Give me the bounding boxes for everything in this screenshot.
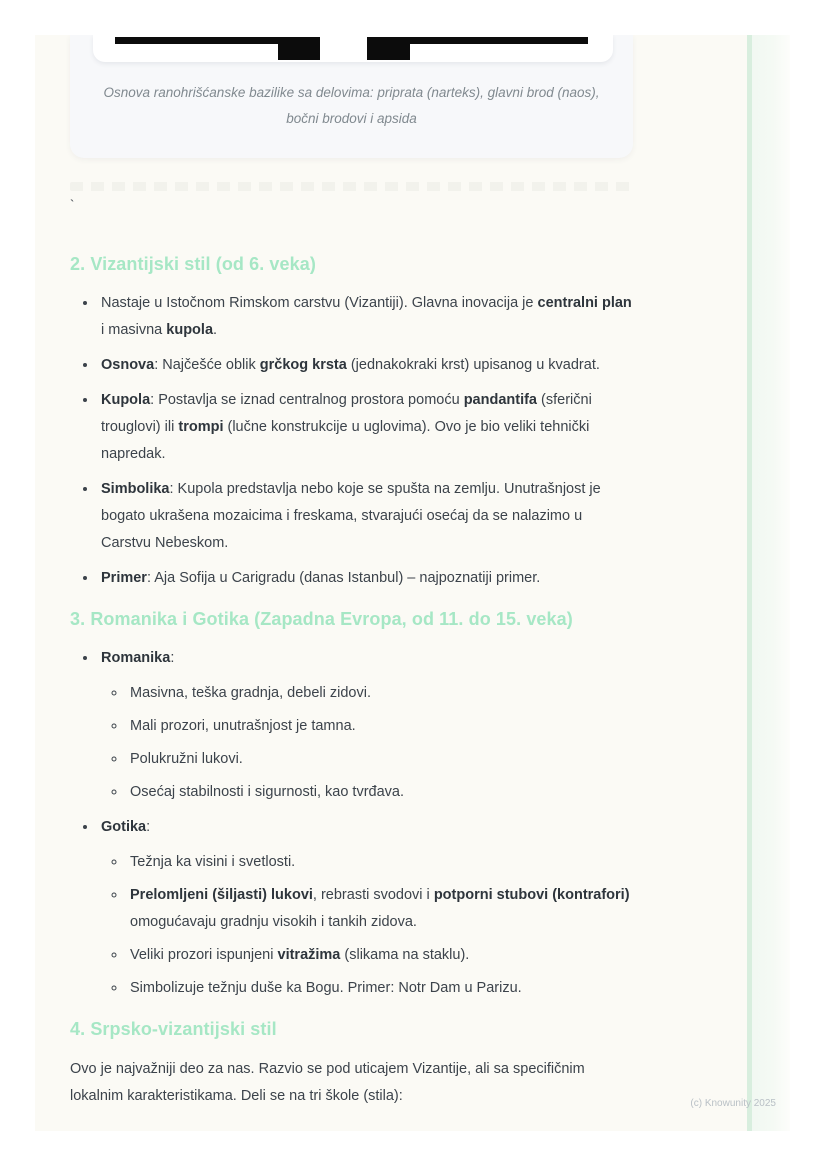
bold-text: trompi	[178, 419, 224, 435]
bold-text: Kupola	[101, 392, 151, 408]
sub-bullet-list	[101, 680, 633, 806]
plan-wall-right-bar	[400, 37, 588, 44]
bold-text: grčkog krsta	[259, 357, 347, 373]
bullet-item: • Nastaje u Istočnom Rimskom carstvu (Vizantiji). Glavna inovacija je centralni plan i masivna kupola.	[98, 290, 633, 344]
sub-bullet-item: ◦ Veliki prozori ispunjeni vitražima (slikama na staklu).	[127, 942, 633, 969]
figure-caption: Osnova ranohrišćanske bazilike sa delovima: priprata (narteks), glavni brod (naos), bočni brodovi i apsida	[103, 85, 600, 126]
bullet-list-romanika-gotika	[70, 645, 633, 1002]
bold-text: Prelomljeni (šiljasti) lukovi	[130, 887, 313, 903]
sub-bullet-item: ◦ Prelomljeni (šiljasti) lukovi, rebrasti svodovi i potporni stubovi (kontrafori) omogućavaju gradnju visokih i tankih zidova.	[127, 882, 633, 936]
bold-text: kupola	[166, 322, 214, 338]
sub-bullet-item: ◦ Masivna, teška gradnja, debeli zidovi.	[127, 680, 633, 707]
bold-text: vitražima	[277, 947, 341, 963]
stray-backtick: `	[70, 197, 75, 212]
bold-text: Romanika	[101, 650, 171, 666]
bullet-item: • Primer: Aja Sofija u Carigradu (danas Istanbul) – najpoznatiji primer.	[98, 565, 633, 592]
section-heading-2: 2. Vizantijski stil (od 6. veka)	[70, 254, 316, 274]
sub-bullet-item: ◦ Polukružni lukovi.	[127, 746, 633, 773]
bold-text: Gotika	[101, 819, 147, 835]
bullet-item: • Gotika: ◦ Težnja ka visini i svetlosti. ◦ Prelomljeni (šiljasti) lukovi, rebrasti svodovi i potporni stubovi (kontrafori) omogućavaju gradnju visokih i tankih zidova. ◦ Veliki prozori ispunjeni vitražima (slikama na staklu). ◦ Simbolizuje težnju duše ka Bogu. Primer: Notr Dam u Parizu.	[98, 814, 633, 1002]
bullet-item: • Romanika: ◦ Masivna, teška gradnja, debeli zidovi. ◦ Mali prozori, unutrašnjost je tamna. ◦ Polukružni lukovi. ◦ Osećaj stabilnosti i sigurnosti, kao tvrđava.	[98, 645, 633, 806]
basilica-plan-image	[93, 35, 613, 62]
bullet-item: • Osnova: Najčešće oblik grčkog krsta (jednakokraki krst) upisanog u kvadrat.	[98, 352, 633, 379]
sub-bullet-list	[101, 849, 633, 1002]
bullet-item: • Kupola: Postavlja se iznad centralnog prostora pomoću pandantifa (sferični trouglovi) ili trompi (lučne konstrukcije u uglovima). Ovo je bio veliki tehnički napredak.	[98, 387, 633, 468]
bold-text: potporni stubovi (kontrafori)	[433, 887, 630, 903]
bold-text: pandantifa	[463, 392, 537, 408]
bullet-item: • Simbolika: Kupola predstavlja nebo koje se spušta na zemlju. Unutrašnjost je bogato ukrašena mozaicima i freskama, stvarajući osećaj da se nalazimo u Carstvu Nebeskom.	[98, 476, 633, 557]
right-accent-panel	[752, 35, 790, 1131]
copyright-label: (c) Knowunity 2025	[690, 1098, 776, 1109]
bullet-list-vizantijski	[70, 290, 633, 592]
right-accent-line	[747, 35, 752, 1131]
bold-text: Primer	[101, 570, 147, 586]
sub-bullet-item: ◦ Osećaj stabilnosti i sigurnosti, kao tvrđava.	[127, 779, 633, 806]
section-vizantijski-stil	[70, 253, 633, 592]
plan-wall-left-block	[278, 37, 320, 60]
faded-text-band	[70, 182, 633, 191]
bold-text: centralni plan	[537, 295, 632, 311]
bold-text: Simbolika	[101, 481, 170, 497]
section-heading-3: 3. Romanika i Gotika (Zapadna Evropa, od 11. do 15. veka)	[70, 609, 573, 629]
section-heading-4: 4. Srpsko-vizantijski stil	[70, 1019, 277, 1039]
section-srpsko-vizantijski	[70, 1018, 633, 1110]
sub-bullet-item: ◦ Mali prozori, unutrašnjost je tamna.	[127, 713, 633, 740]
sub-bullet-item: ◦ Simbolizuje težnju duše ka Bogu. Primer: Notr Dam u Parizu.	[127, 975, 633, 1002]
sub-bullet-item: ◦ Težnja ka visini i svetlosti.	[127, 849, 633, 876]
document-content	[70, 35, 633, 1110]
plan-wall-left-bar	[115, 37, 297, 44]
figure-card	[70, 35, 633, 158]
section-paragraph: Ovo je najvažniji deo za nas. Razvio se pod uticajem Vizantije, ali sa specifičnim lokalnim karakteristikama. Deli se na tri škole (stila):	[70, 1061, 585, 1104]
bold-text: Osnova	[101, 357, 155, 373]
document-page	[35, 35, 790, 1131]
section-romanika-gotika	[70, 608, 633, 1002]
